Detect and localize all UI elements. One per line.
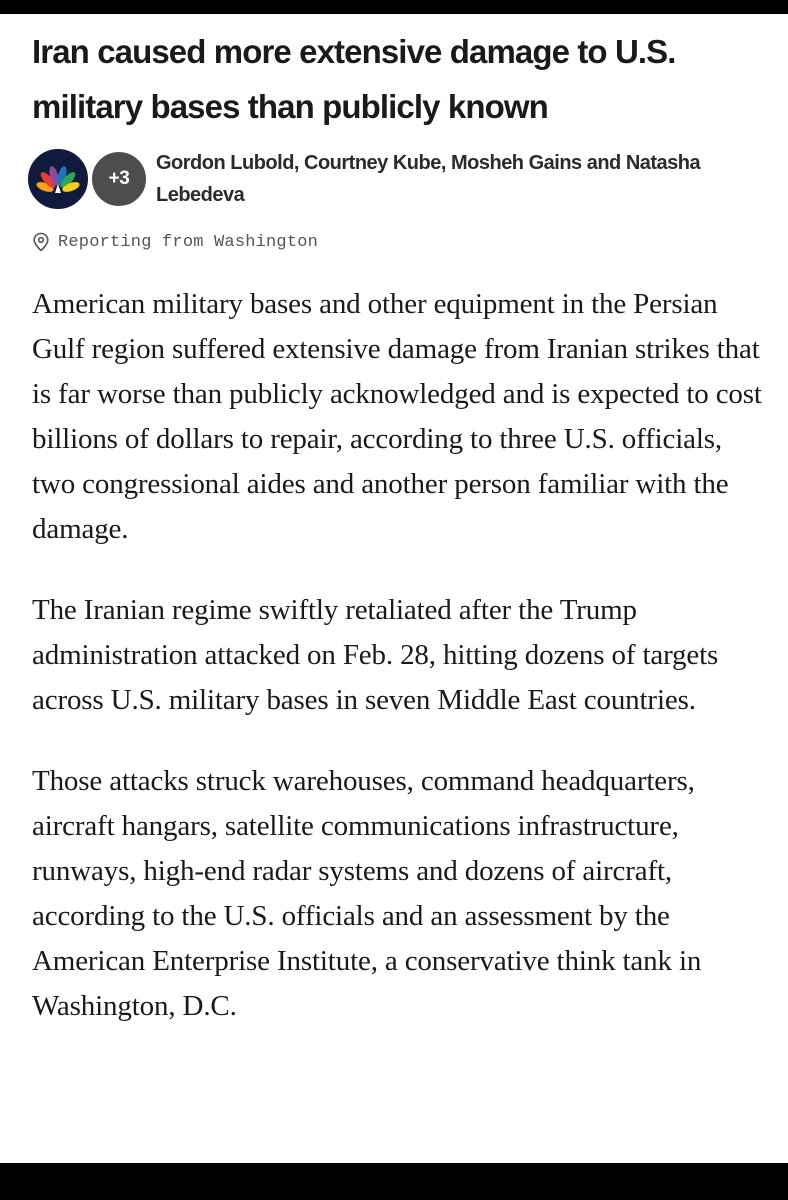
nbc-peacock-icon[interactable] bbox=[26, 147, 90, 211]
byline bbox=[26, 147, 766, 219]
article-paragraph: The Iranian regime swiftly retaliated after the Trump administration attacked on Feb. 28, hitting dozens of targets across U.S. military bases in seven Middle East countries. bbox=[32, 594, 719, 716]
article-body bbox=[32, 282, 772, 1065]
article-headline: Iran caused more extensive damage to U.S. military bases than publicly known bbox=[32, 33, 676, 125]
article-paragraph: American military bases and other equipment in the Persian Gulf region suffered extensive damage from Iranian strikes that is far worse than publicly acknowledged and is expected to cost billions of dollars to repair, according to three U.S. officials, two congressional aides and another person familiar with the damage. bbox=[32, 288, 762, 545]
peacock-logo-graphic bbox=[28, 149, 88, 209]
article-paragraph: Those attacks struck warehouses, command headquarters, aircraft hangars, satellite communications infrastructure, runways, high-end radar systems and dozens of aircraft, according to the U.S. officials and an assessment by the American Enterprise Institute, a conservative think tank in Washington, D.C. bbox=[32, 765, 702, 1022]
author-names[interactable]: Gordon Lubold, Courtney Kube, Mosheh Gains and Natasha Lebedeva bbox=[156, 152, 701, 206]
more-authors-badge[interactable]: +3 bbox=[90, 150, 148, 208]
dateline-text: Reporting from Washington bbox=[58, 232, 319, 252]
bottom-black-bar bbox=[0, 1163, 788, 1200]
top-black-bar bbox=[0, 0, 788, 14]
location-pin-icon bbox=[32, 232, 50, 252]
dateline bbox=[32, 230, 318, 254]
article-page bbox=[0, 14, 788, 1163]
